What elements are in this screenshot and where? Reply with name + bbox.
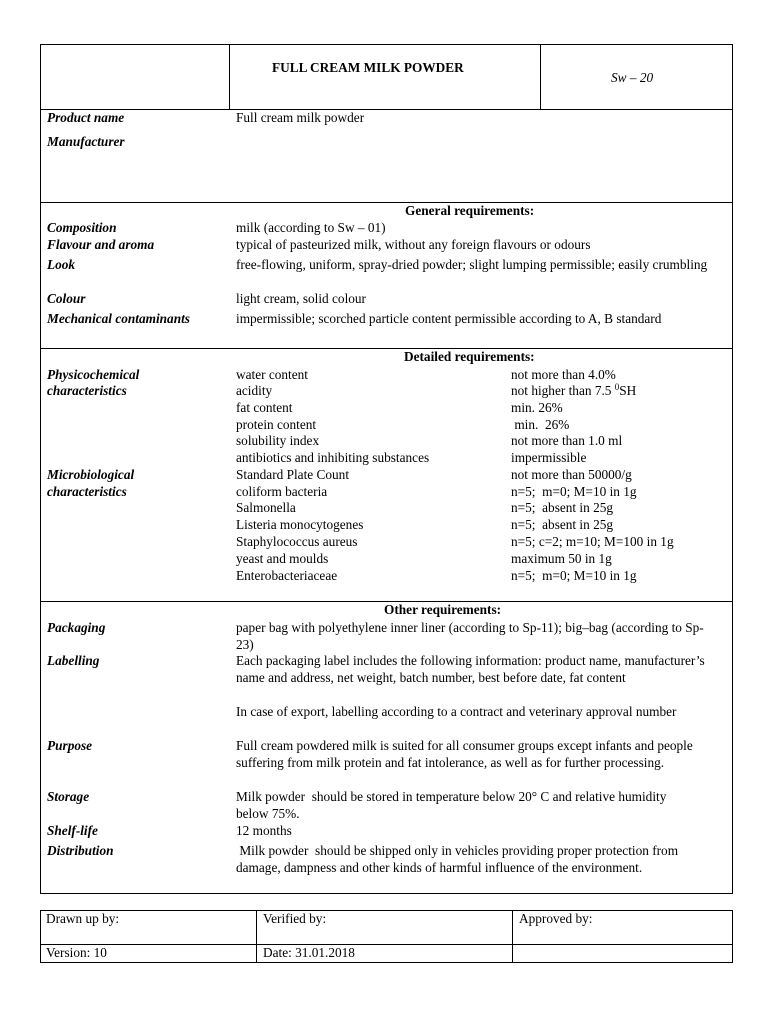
limit-acidity-sup: 0 bbox=[614, 382, 620, 392]
limit-yeast: maximum 50 in 1g bbox=[511, 551, 612, 566]
limit-acidity-prefix: not higher than 7.5 bbox=[511, 383, 615, 398]
labelling-label: Labelling bbox=[47, 653, 100, 668]
detailed-heading: Detailed requirements: bbox=[404, 349, 535, 364]
param-acidity: acidity bbox=[236, 383, 273, 398]
approval-table bbox=[40, 910, 733, 963]
packaging-value: paper bag with polyethylene inner liner (according to Sp-11); big–bag (according to Sp-23) bbox=[236, 620, 704, 652]
product-name-value: Full cream milk powder bbox=[236, 110, 365, 125]
composition-label: Composition bbox=[47, 220, 117, 235]
param-staph: Staphylococcus aureus bbox=[236, 534, 358, 549]
header-divider-2 bbox=[540, 44, 541, 110]
mechanical-label: Mechanical contaminants bbox=[47, 311, 190, 326]
distribution-label: Distribution bbox=[47, 843, 114, 858]
flavour-value: typical of pasteurized milk, without any foreign flavours or odours bbox=[236, 237, 591, 252]
header-divider-1 bbox=[229, 44, 230, 110]
approval-col-1 bbox=[256, 910, 257, 963]
approval-row-rule bbox=[40, 944, 733, 945]
colour-value: light cream, solid colour bbox=[236, 291, 366, 306]
micro-label-1: Microbiological bbox=[47, 467, 135, 482]
limit-acidity bbox=[511, 383, 636, 400]
purpose-value: Full cream powdered milk is suited for all consumer groups except infants and people suffering from milk protein and fat intolerance, as well as for further processing. bbox=[236, 738, 693, 770]
param-protein: protein content bbox=[236, 417, 317, 432]
packaging-label: Packaging bbox=[47, 620, 106, 635]
param-entero: Enterobacteriaceae bbox=[236, 568, 338, 583]
look-label: Look bbox=[47, 257, 76, 272]
product-name-label: Product name bbox=[47, 110, 125, 125]
mechanical-value: impermissible; scorched particle content permissible according to A, B standard bbox=[236, 311, 662, 326]
version: Version: 10 bbox=[46, 945, 107, 960]
param-listeria: Listeria monocytogenes bbox=[236, 517, 364, 532]
verified-by: Verified by: bbox=[263, 911, 327, 926]
limit-protein: min. 26% bbox=[511, 417, 570, 432]
header-bottom-rule bbox=[40, 109, 733, 110]
limit-antibiotics: impermissible bbox=[511, 450, 587, 465]
param-fat: fat content bbox=[236, 400, 293, 415]
distribution-value: Milk powder should be shipped only in vehicles providing proper protection from damage, dampness and other kinds of harmful influence of the environment. bbox=[236, 843, 682, 875]
limit-coliform: n=5; m=0; M=10 in 1g bbox=[511, 484, 637, 499]
storage-label: Storage bbox=[47, 789, 90, 804]
param-solubility: solubility index bbox=[236, 433, 320, 448]
colour-label: Colour bbox=[47, 291, 86, 306]
param-water: water content bbox=[236, 367, 308, 382]
param-spc: Standard Plate Count bbox=[236, 467, 350, 482]
limit-solubility: not more than 1.0 ml bbox=[511, 433, 623, 448]
purpose-label: Purpose bbox=[47, 738, 93, 753]
physico-label-1: Physicochemical bbox=[47, 367, 140, 382]
limit-fat: min. 26% bbox=[511, 400, 563, 415]
limit-listeria: n=5; absent in 25g bbox=[511, 517, 614, 532]
param-salmonella: Salmonella bbox=[236, 500, 296, 515]
shelf-life-value: 12 months bbox=[236, 823, 292, 838]
rule-detailed bbox=[40, 348, 733, 349]
labelling-value-1: Each packaging label includes the following information: product name, manufacturer’s name and address, net weight, batch number, best before date, fat content bbox=[236, 653, 705, 685]
limit-acidity-suffix: SH bbox=[619, 383, 637, 398]
approval-col-2 bbox=[512, 910, 513, 963]
composition-value: milk (according to Sw – 01) bbox=[236, 220, 386, 235]
limit-staph: n=5; c=2; m=10; M=100 in 1g bbox=[511, 534, 674, 549]
storage-value: Milk powder should be stored in temperature below 20° C and relative humidity below 75%. bbox=[236, 789, 670, 821]
param-coliform: coliform bacteria bbox=[236, 484, 328, 499]
document-title: FULL CREAM MILK POWDER bbox=[272, 60, 464, 75]
manufacturer-label: Manufacturer bbox=[47, 134, 125, 149]
look-value: free-flowing, uniform, spray-dried powder; slight lumping permissible; easily crumbling bbox=[236, 257, 708, 272]
document-code: Sw – 20 bbox=[611, 70, 654, 85]
limit-salmonella: n=5; absent in 25g bbox=[511, 500, 614, 515]
approved-by: Approved by: bbox=[519, 911, 593, 926]
flavour-label: Flavour and aroma bbox=[47, 237, 155, 252]
drawn-up-by: Drawn up by: bbox=[46, 911, 120, 926]
limit-water: not more than 4.0% bbox=[511, 367, 616, 382]
labelling-value-2: In case of export, labelling according to a contract and veterinary approval number bbox=[236, 704, 677, 719]
rule-general bbox=[40, 202, 733, 203]
shelf-life-label: Shelf-life bbox=[47, 823, 98, 838]
param-antibiotics: antibiotics and inhibiting substances bbox=[236, 450, 430, 465]
other-heading: Other requirements: bbox=[384, 602, 502, 617]
physico-label-2: characteristics bbox=[47, 383, 127, 398]
micro-label-2: characteristics bbox=[47, 484, 127, 499]
limit-entero: n=5; m=0; M=10 in 1g bbox=[511, 568, 637, 583]
general-heading: General requirements: bbox=[405, 203, 535, 218]
param-yeast: yeast and moulds bbox=[236, 551, 329, 566]
date: Date: 31.01.2018 bbox=[263, 945, 355, 960]
limit-spc: not more than 50000/g bbox=[511, 467, 632, 482]
